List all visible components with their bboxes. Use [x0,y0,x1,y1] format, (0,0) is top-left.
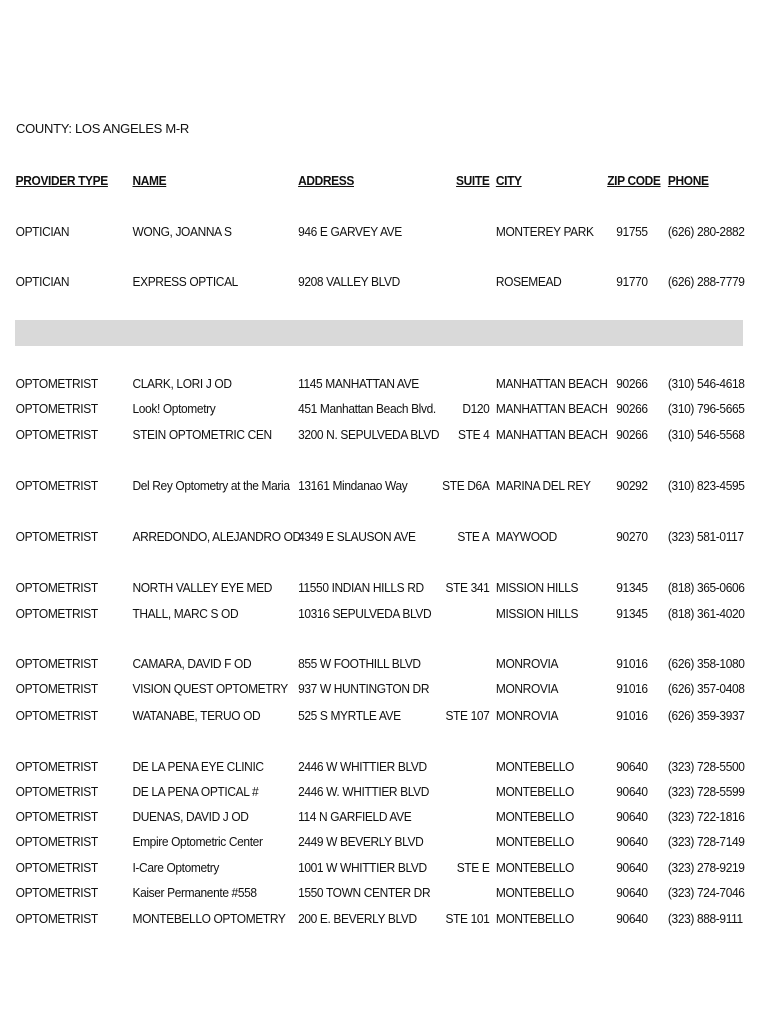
cell-phone: (323) 581-0117 [667,529,744,544]
cell-phone: (323) 728-5599 [667,784,745,799]
cell-phone: (323) 888-9111 [667,911,743,926]
section-divider-band [15,320,743,346]
table-row [0,681,745,703]
cell-city: MONTEREY PARK [495,224,594,239]
header-name: NAME [132,173,167,188]
cell-name: THALL, MARC S OD [132,606,239,621]
cell-provider-type: OPTOMETRIST [15,478,98,493]
table-row [0,401,745,423]
cell-phone: (626) 280-2882 [667,224,745,239]
cell-address: 937 W HUNTINGTON DR [298,681,430,696]
cell-phone: (626) 358-1080 [667,656,745,671]
cell-city: MONTEBELLO [495,759,574,774]
cell-provider-type: OPTOMETRIST [15,376,98,391]
cell-provider-type: OPTOMETRIST [15,759,98,774]
cell-phone: (323) 724-7046 [667,885,745,900]
cell-name: CLARK, LORI J OD [132,376,232,391]
cell-provider-type: OPTOMETRIST [15,529,98,544]
cell-name: DUENAS, DAVID J OD [132,809,249,824]
table-row [0,606,745,628]
cell-phone: (626) 288-7779 [667,274,745,289]
table-row [0,834,745,856]
cell-address: 2446 W WHITTIER BLVD [298,759,427,774]
cell-provider-type: OPTOMETRIST [15,656,98,671]
cell-provider-type: OPTOMETRIST [15,784,98,799]
cell-name: Kaiser Permanente #558 [132,885,257,900]
table-row [0,759,745,781]
cell-zip-code: 90640 [616,809,648,824]
cell-phone: (626) 357-0408 [667,681,745,696]
header-city: CITY [495,173,522,188]
cell-provider-type: OPTOMETRIST [15,834,98,849]
cell-phone: (818) 361-4020 [667,606,745,621]
table-row [0,274,745,296]
cell-address: 855 W FOOTHILL BLVD [298,656,421,671]
cell-suite: STE 341 [445,580,490,595]
county-label: COUNTY: LOS ANGELES M-R [16,121,189,136]
cell-name: ARREDONDO, ALEJANDRO OD [132,529,301,544]
cell-zip-code: 90640 [616,759,648,774]
cell-zip-code: 91755 [616,224,648,239]
cell-city: MONTEBELLO [495,860,574,875]
cell-name: Empire Optometric Center [132,834,263,849]
cell-city: MAYWOOD [495,529,557,544]
cell-address: 200 E. BEVERLY BLVD [298,911,417,926]
cell-suite: D120 [462,401,490,416]
cell-address: 4349 E SLAUSON AVE [298,529,416,544]
cell-name: Del Rey Optometry at the Maria [132,478,290,493]
cell-name: CAMARA, DAVID F OD [132,656,252,671]
cell-suite: STE 4 [458,427,490,442]
cell-provider-type: OPTOMETRIST [15,606,98,621]
cell-address: 9208 VALLEY BLVD [298,274,400,289]
table-row [0,224,745,246]
cell-city: MANHATTAN BEACH [495,427,608,442]
table-row [0,529,744,551]
cell-city: MARINA DEL REY [495,478,591,493]
cell-city: MISSION HILLS [495,606,579,621]
cell-city: MONTEBELLO [495,809,574,824]
cell-city: ROSEMEAD [495,274,562,289]
cell-provider-type: OPTOMETRIST [15,580,98,595]
cell-zip-code: 90640 [616,860,648,875]
cell-address: 10316 SEPULVEDA BLVD [298,606,432,621]
cell-provider-type: OPTOMETRIST [15,681,98,696]
cell-address: 1001 W WHITTIER BLVD [298,860,427,875]
cell-provider-type: OPTOMETRIST [15,427,98,442]
cell-city: MANHATTAN BEACH [495,376,608,391]
cell-name: MONTEBELLO OPTOMETRY [132,911,286,926]
cell-name: DE LA PENA EYE CLINIC [132,759,264,774]
cell-zip-code: 91770 [616,274,648,289]
cell-zip-code: 90266 [616,401,648,416]
cell-suite: STE E [456,860,490,875]
cell-address: 114 N GARFIELD AVE [298,809,412,824]
table-row [0,860,745,882]
cell-phone: (626) 359-3937 [667,708,745,723]
cell-name: Look! Optometry [132,401,216,416]
cell-phone: (323) 728-7149 [667,834,745,849]
cell-suite: STE A [457,529,490,544]
cell-address: 1550 TOWN CENTER DR [298,885,431,900]
cell-zip-code: 90640 [616,885,648,900]
cell-city: MONTEBELLO [495,834,574,849]
cell-zip-code: 90266 [616,376,648,391]
header-suite: SUITE [456,173,490,188]
cell-address: 1145 MANHATTAN AVE [298,376,419,391]
table-row [0,885,745,907]
cell-address: 13161 Mindanao Way [298,478,408,493]
table-row [0,911,743,933]
cell-provider-type: OPTOMETRIST [15,911,98,926]
cell-zip-code: 90266 [616,427,648,442]
cell-provider-type: OPTICIAN [15,224,70,239]
cell-phone: (323) 728-5500 [667,759,745,774]
cell-phone: (310) 796-5665 [667,401,745,416]
cell-name: WONG, JOANNA S [132,224,232,239]
cell-name: NORTH VALLEY EYE MED [132,580,273,595]
cell-address: 525 S MYRTLE AVE [298,708,401,723]
cell-phone: (323) 722-1816 [667,809,745,824]
cell-name: DE LA PENA OPTICAL # [132,784,259,799]
table-row [0,809,745,831]
cell-address: 2446 W. WHITTIER BLVD [298,784,430,799]
cell-zip-code: 91016 [616,681,648,696]
header-zip-code: ZIP CODE [607,173,661,188]
table-row [0,376,745,398]
cell-city: MONTEBELLO [495,911,574,926]
cell-city: MONTEBELLO [495,784,574,799]
cell-suite: STE D6A [442,478,490,493]
cell-zip-code: 91016 [616,656,648,671]
cell-city: MONTEBELLO [495,885,574,900]
cell-name: EXPRESS OPTICAL [132,274,238,289]
cell-address: 946 E GARVEY AVE [298,224,402,239]
cell-city: MANHATTAN BEACH [495,401,608,416]
cell-provider-type: OPTOMETRIST [15,708,98,723]
cell-provider-type: OPTOMETRIST [15,860,98,875]
table-row [0,656,745,678]
cell-suite: STE 107 [445,708,490,723]
table-row [0,580,745,602]
cell-name: I-Care Optometry [132,860,219,875]
cell-provider-type: OPTOMETRIST [15,809,98,824]
table-row [0,427,745,449]
cell-phone: (818) 365-0606 [667,580,745,595]
cell-zip-code: 90640 [616,784,648,799]
cell-address: 2449 W BEVERLY BLVD [298,834,424,849]
table-row [0,784,745,806]
cell-phone: (310) 546-5568 [667,427,745,442]
cell-name: STEIN OPTOMETRIC CEN [132,427,272,442]
cell-zip-code: 90640 [616,834,648,849]
table-row [0,708,745,730]
cell-suite: STE 101 [445,911,490,926]
header-address: ADDRESS [298,173,354,188]
cell-provider-type: OPTOMETRIST [15,401,98,416]
cell-city: MISSION HILLS [495,580,579,595]
cell-address: 11550 INDIAN HILLS RD [298,580,424,595]
header-phone: PHONE [667,173,709,188]
cell-zip-code: 90292 [616,478,648,493]
cell-city: MONROVIA [495,681,559,696]
cell-city: MONROVIA [495,656,559,671]
cell-zip-code: 91345 [616,580,648,595]
table-row [0,478,745,500]
cell-address: 3200 N. SEPULVEDA BLVD [298,427,440,442]
cell-address: 451 Manhattan Beach Blvd. [298,401,436,416]
cell-zip-code: 91345 [616,606,648,621]
header-provider-type: PROVIDER TYPE [15,173,108,188]
cell-provider-type: OPTICIAN [15,274,70,289]
cell-zip-code: 90270 [616,529,648,544]
cell-name: VISION QUEST OPTOMETRY [132,681,288,696]
table-header [0,173,708,195]
cell-phone: (310) 546-4618 [667,376,745,391]
cell-phone: (310) 823-4595 [667,478,745,493]
cell-zip-code: 91016 [616,708,648,723]
cell-city: MONROVIA [495,708,559,723]
cell-name: WATANABE, TERUO OD [132,708,261,723]
cell-phone: (323) 278-9219 [667,860,745,875]
cell-zip-code: 90640 [616,911,648,926]
cell-provider-type: OPTOMETRIST [15,885,98,900]
